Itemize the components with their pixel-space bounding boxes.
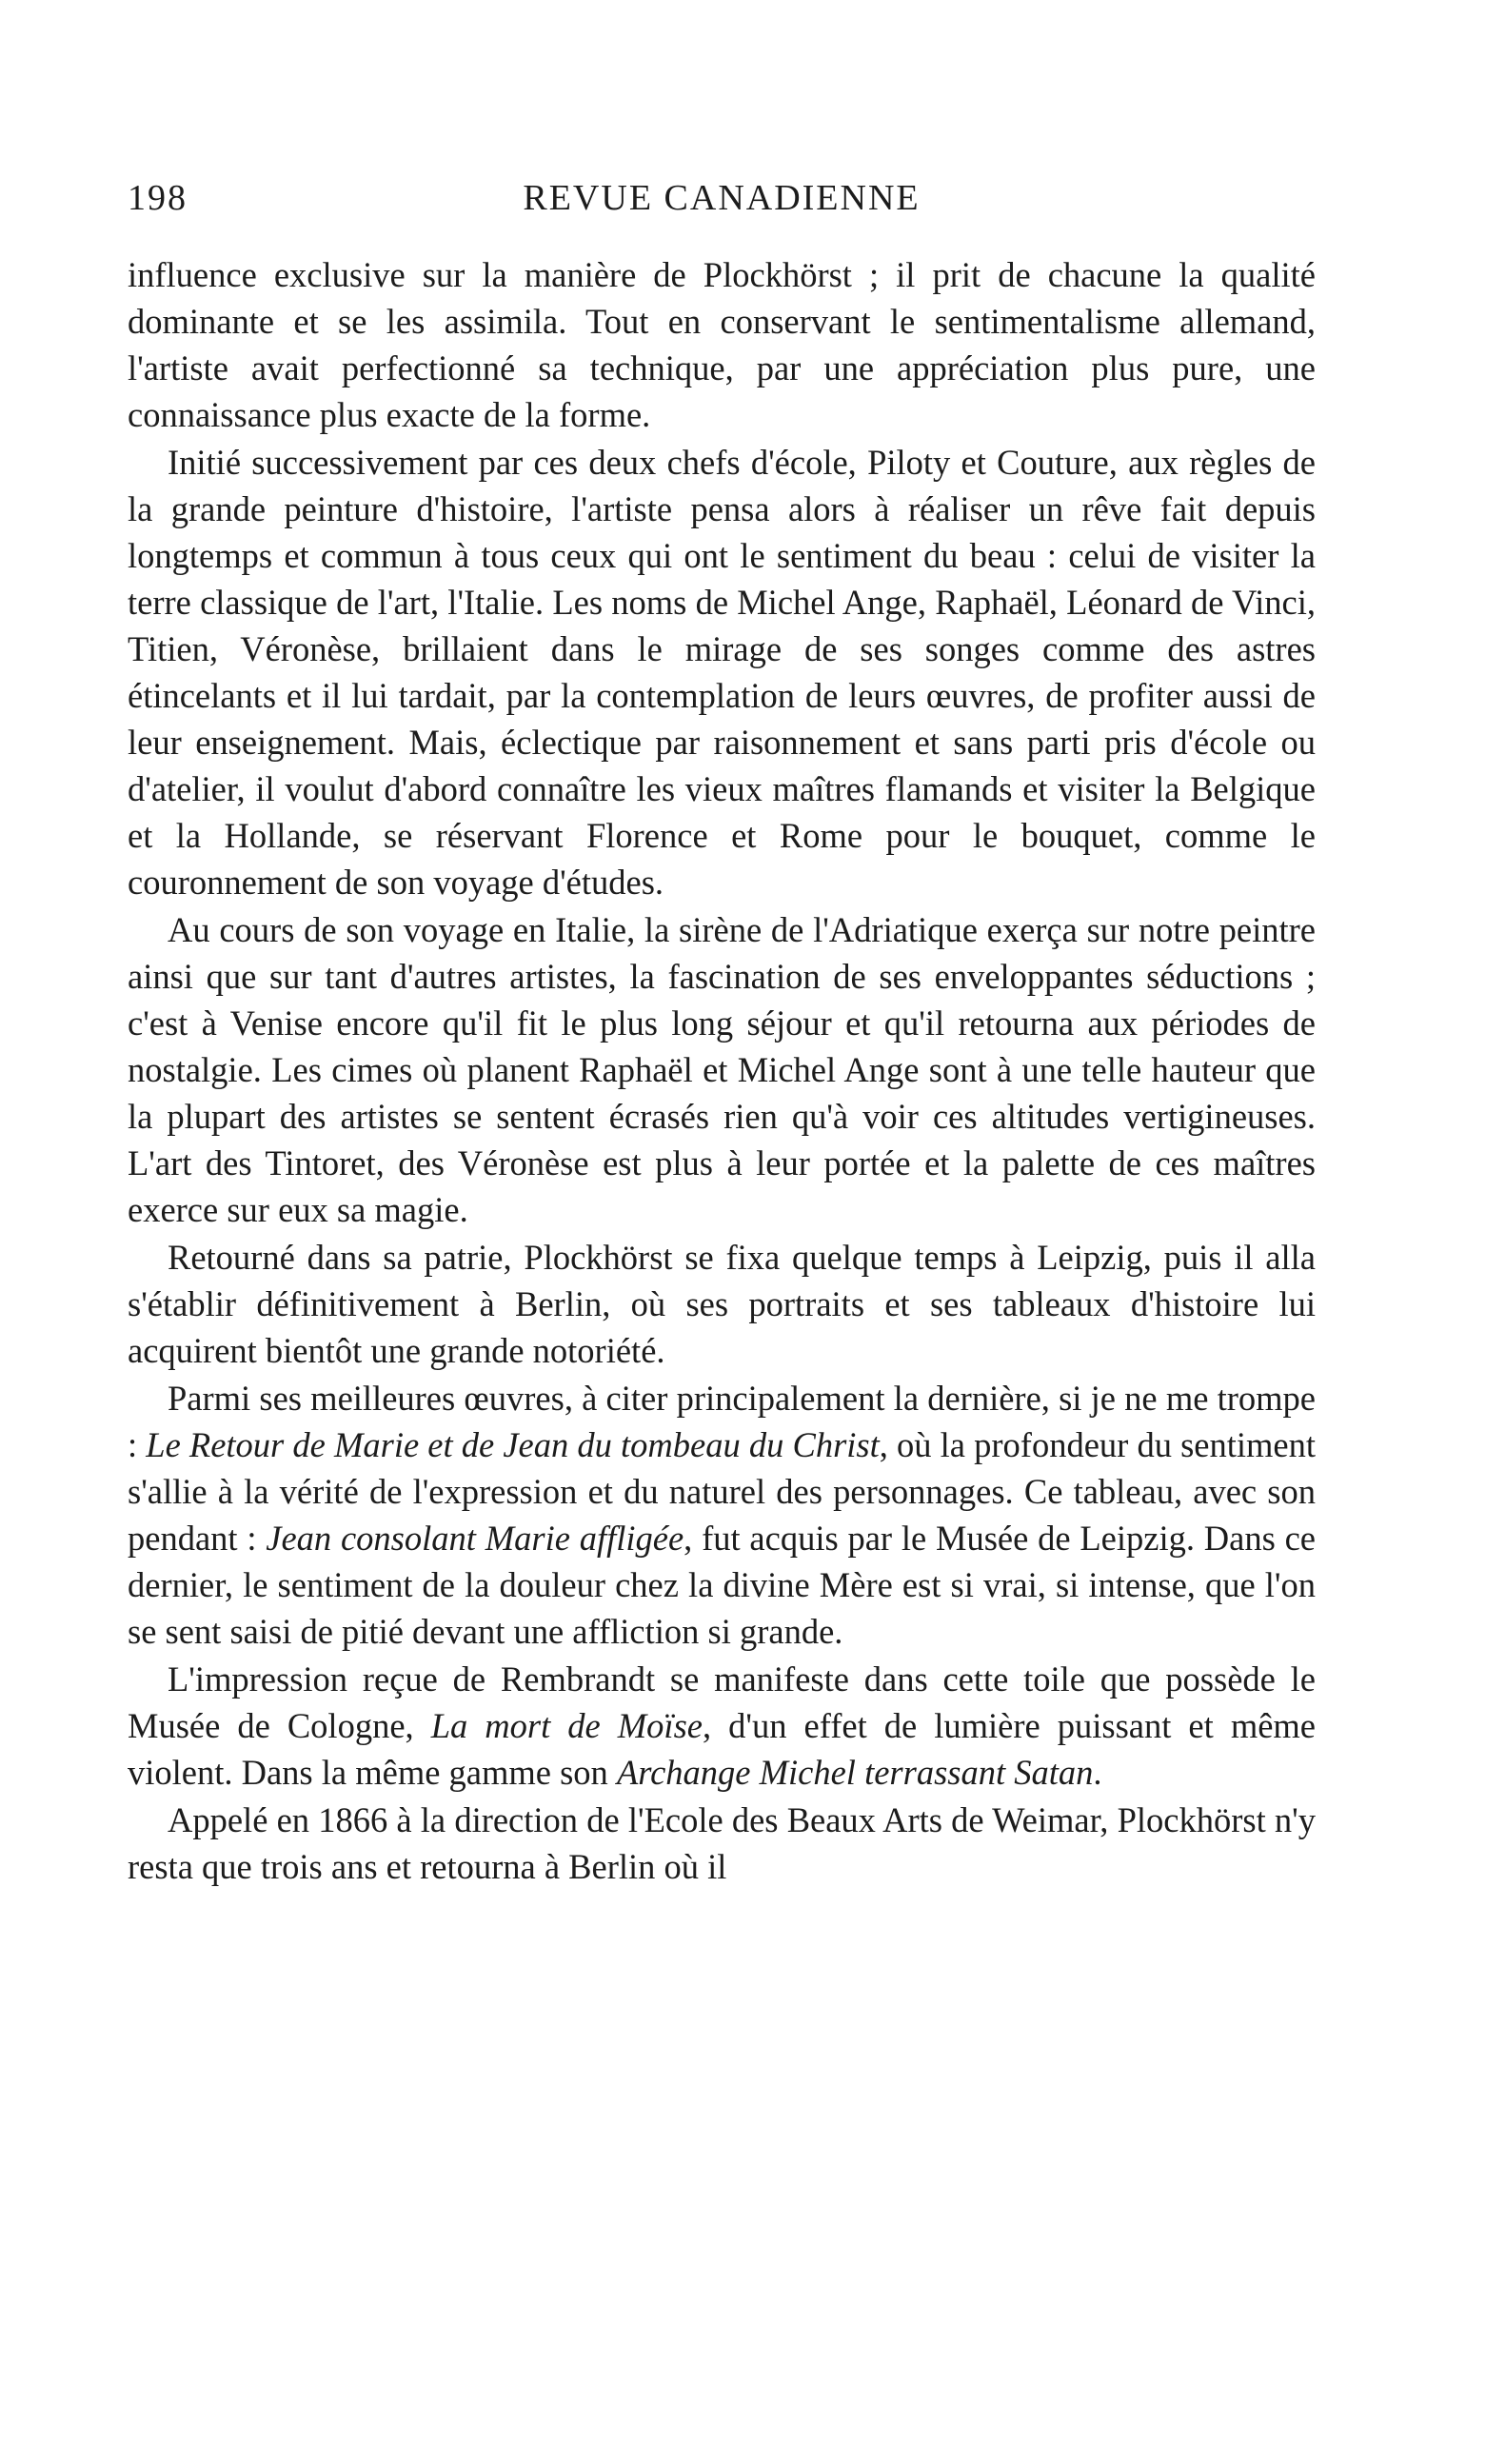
- running-head: [128, 177, 1316, 225]
- artwork-title: Le Retour de Marie et de Jean du tombeau du Christ: [146, 1425, 880, 1464]
- document-page: [128, 177, 1316, 1890]
- paragraph-venice: Au cours de son voyage en Italie, la sirène de l'Adriatique exerça sur notre peintre ainsi que sur tant d'autres artistes, la fascination de ses enveloppantes séductions ; c'est à Venise encore qu'il fit le plus long séjour et qu'il retourna aux périodes de nostalgie. Les cimes où planent Raphaël et Michel Ange sont à une telle hauteur que la plupart des artistes se sentent écrasés rien qu'à voir ces altitudes vertigineuses. L'art des Tintoret, des Véronèse est plus à leur portée et la palette de ces maîtres exerce sur eux sa magie.: [128, 910, 1316, 1229]
- paragraph-text: , où la profondeur du sentiment s'allie à la vérité de l'expression et du naturel des personnages. Ce tableau, avec son pendant :: [128, 1425, 1316, 1558]
- artwork-title: Archange Michel terrassant Satan: [616, 1753, 1094, 1792]
- paragraph-best-works: [128, 1375, 1316, 1655]
- paragraph-text: L'impression reçue de Rembrandt se manifeste dans cette toile que possède le Musée de Cologne,: [128, 1659, 1316, 1745]
- journal-title: REVUE CANADIENNE: [523, 178, 921, 218]
- paragraph-italian-journey: Initié successivement par ces deux chefs d'école, Piloty et Couture, aux règles de la grande peinture d'histoire, l'artiste pensa alors à réaliser un rêve fait depuis longtemps et commun à tous ceux qui ont le sentiment du beau : celui de visiter la terre classique de l'art, l'Italie. Les noms de Michel Ange, Raphaël, Léonard de Vinci, Titien, Véronèse, brillaient dans le mirage de ses songes comme des astres étincelants et il lui tardait, par la contemplation de leurs œuvres, de profiter aussi de leur enseignement. Mais, éclectique par raisonnement et sans parti pris d'école ou d'atelier, il voulut d'abord connaître les vieux maîtres flamands et visiter la Belgique et la Hollande, se réservant Florence et Rome pour le bouquet, comme le couronnement de son voyage d'études.: [128, 443, 1316, 902]
- paragraph-rembrandt: [128, 1656, 1316, 1796]
- paragraph-weimar: Appelé en 1866 à la direction de l'Ecole des Beaux Arts de Weimar, Plockhörst n'y resta que trois ans et retourna à Berlin où il: [128, 1800, 1316, 1886]
- page-number: 198: [128, 178, 188, 218]
- paragraph-return-berlin: Retourné dans sa patrie, Plockhörst se fixa quelque temps à Leipzig, puis il alla s'établir définitivement à Berlin, où ses portraits et ses tableaux d'histoire lui acquirent bientôt une grande notoriété.: [128, 1238, 1316, 1370]
- paragraph-continued: influence exclusive sur la manière de Plockhörst ; il prit de chacune la qualité dominante et se les assimila. Tout en conservant le sentimentalisme allemand, l'artiste avait perfectionné sa technique, par une appréciation plus pure, une connaissance plus exacte de la forme.: [128, 255, 1316, 434]
- article-body: [128, 251, 1316, 1890]
- artwork-title: Jean consolant Marie affligée: [266, 1519, 684, 1558]
- paragraph-text: , fut acquis par le Musée de Leipzig. Dans ce dernier, le sentiment de la douleur chez la divine Mère est si vrai, si intense, que l'on se sent saisi de pitié devant une affliction si grande.: [128, 1519, 1316, 1651]
- artwork-title: La mort de Moïse: [430, 1706, 703, 1745]
- paragraph-text: Parmi ses meilleures œuvres, à citer principalement la dernière, si je ne me trompe :: [128, 1379, 1316, 1464]
- paragraph-text: , d'un effet de lumière puissant et même violent. Dans la même gamme son: [128, 1706, 1316, 1792]
- paragraph-text: .: [1093, 1753, 1102, 1792]
